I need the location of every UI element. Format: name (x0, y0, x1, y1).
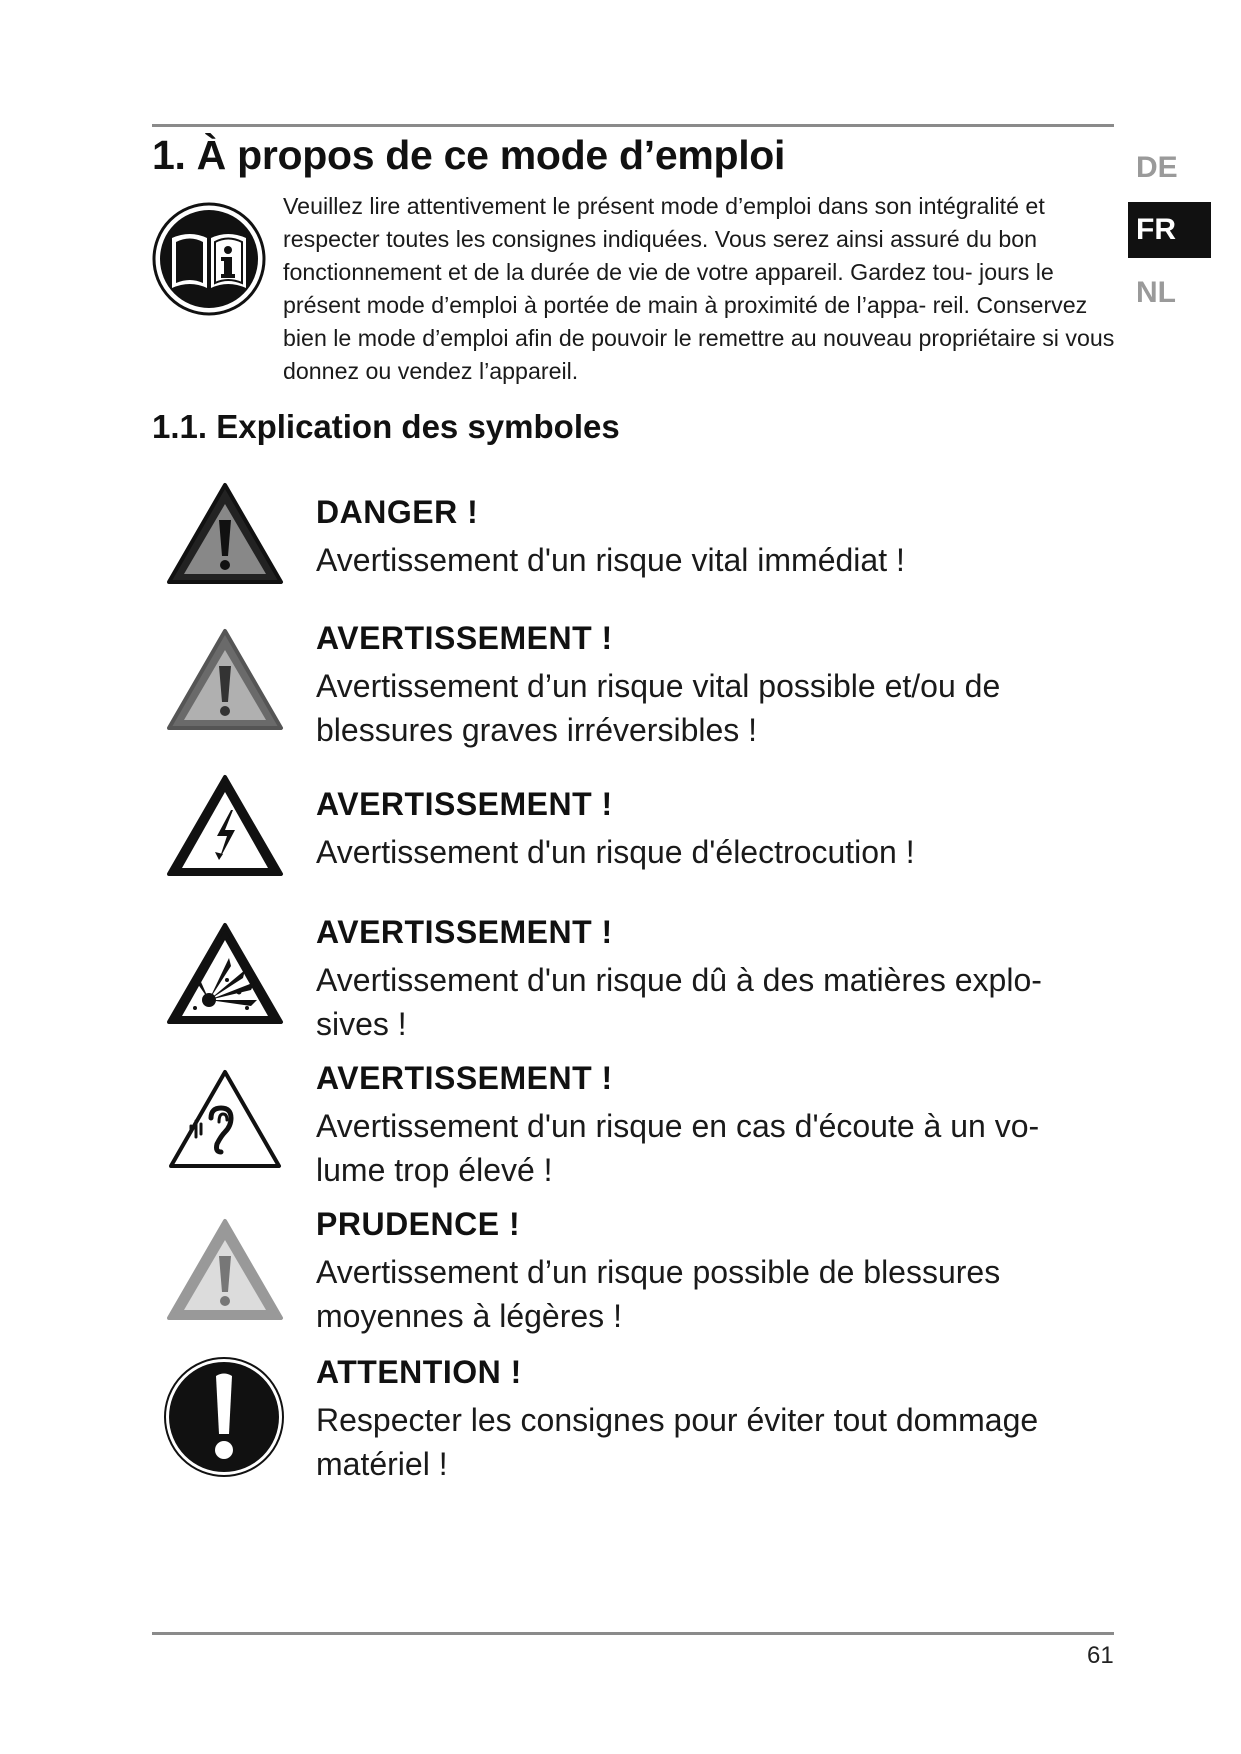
symbol-title-warning-vital: AVERTISSEMENT ! (316, 620, 613, 656)
symbol-desc-danger: Avertissement d'un risque vital immédiat ! (316, 542, 905, 578)
symbol-desc-hearing: Avertissement d'un risque en cas d'écoute à un vo- lume trop élevé ! (316, 1108, 1040, 1188)
symbol-title-electric: AVERTISSEMENT ! (316, 786, 613, 822)
symbol-desc-prudence: Avertissement d’un risque possible de blessures moyennes à légères ! (316, 1254, 1001, 1334)
electric-shock-icon (165, 772, 285, 882)
explosive-icon (165, 920, 285, 1030)
danger-warning-icon (165, 480, 285, 590)
lang-tab-de[interactable]: DE (1136, 151, 1178, 184)
attention-exclamation-icon (163, 1356, 285, 1478)
symbol-title-explosive: AVERTISSEMENT ! (316, 914, 613, 950)
intro-paragraph: Veuillez lire attentivement le présent mode d’emploi dans son intégralité et respecter toutes les consignes indiquées. Vous serez ainsi assuré du bon fonctionnement et de la durée de vie de votre appareil. Gardez tou- jours le présent mode d’emploi à portée de main à proximité de l’appa- reil. Conservez bien le mode d’emploi afin de pouvoir le remettre au nouveau propriétaire si vous donnez ou vendez l’appareil. (283, 193, 1115, 384)
top-rule (152, 124, 1114, 127)
bottom-rule (152, 1632, 1114, 1635)
symbol-desc-attention: Respecter les consignes pour éviter tout dommage matériel ! (316, 1402, 1039, 1482)
symbol-desc-explosive: Avertissement d'un risque dû à des matières explo- sives ! (316, 962, 1042, 1042)
symbol-title-hearing: AVERTISSEMENT ! (316, 1060, 613, 1096)
symbol-title-attention: ATTENTION ! (316, 1354, 522, 1390)
symbol-title-danger: DANGER ! (316, 494, 479, 530)
caution-triangle-icon (165, 1216, 285, 1326)
lang-tab-nl[interactable]: NL (1136, 276, 1176, 309)
hearing-damage-icon (165, 1066, 285, 1176)
symbol-desc-electric: Avertissement d'un risque d'électrocution ! (316, 834, 915, 870)
lang-tab-fr[interactable]: FR (1128, 202, 1211, 258)
page-title: 1. À propos de ce mode d’emploi (152, 132, 786, 178)
symbol-title-prudence: PRUDENCE ! (316, 1206, 521, 1242)
symbol-desc-warning-vital: Avertissement d’un risque vital possible et/ou de blessures graves irréversibles ! (316, 668, 1001, 748)
section-subheading: 1.1. Explication des symboles (152, 408, 620, 445)
page-number: 61 (1087, 1642, 1114, 1669)
read-manual-icon (152, 202, 266, 316)
warning-triangle-icon (165, 626, 285, 736)
